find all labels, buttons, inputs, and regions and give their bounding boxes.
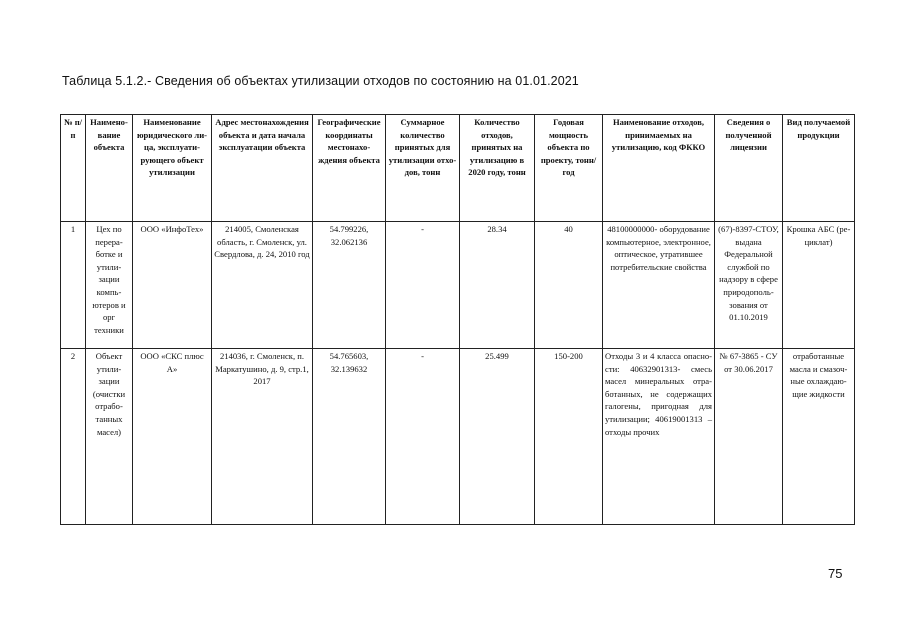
table-row — [61, 222, 855, 349]
header-accepted-2020: Количество отходов, принятых на утилизацию в 2020 году, тонн — [460, 115, 535, 222]
cell-license: № 67-3865 - СУ от 30.06.2017 — [715, 349, 783, 525]
header-total-accepted: Суммарное количество принятых для утилизации отходов, тонн — [386, 115, 460, 222]
page-number: 75 — [828, 566, 843, 581]
cell-total-accepted: - — [386, 349, 460, 525]
header-waste-names: Наименование отходов, принимаемых на утилизацию, код ФККО — [603, 115, 715, 222]
cell-legal-entity: ООО «СКС плюс А» — [133, 349, 212, 525]
header-coordinates: Географические координаты местонахождения объекта — [313, 115, 386, 222]
table-row — [61, 349, 855, 525]
cell-total-accepted: - — [386, 222, 460, 349]
waste-facilities-table — [60, 114, 855, 525]
cell-product: Крошка АБС (рециклат) — [783, 222, 855, 349]
cell-num: 2 — [61, 349, 86, 525]
header-num: № п/п — [61, 115, 86, 222]
cell-address: 214036, г. Смоленск, п. Маркатушино, д. 9, стр.1, 2017 — [212, 349, 313, 525]
table-caption: Таблица 5.1.2.- Сведения об объектах утилизации отходов по состоянию на 01.01.2021 — [62, 74, 579, 88]
header-object-name: Наименование объекта — [86, 115, 133, 222]
cell-waste-names: 48100000000- оборудование компьютерное, электронное, оптическое, утратившее потребительские свойства — [603, 222, 715, 349]
header-capacity: Годовая мощность объекта по проекту, тонн/год — [535, 115, 603, 222]
header-address: Адрес местонахождения объекта и дата начала эксплуатации объекта — [212, 115, 313, 222]
cell-coordinates: 54.765603, 32.139632 — [313, 349, 386, 525]
cell-coordinates: 54.799226, 32.062136 — [313, 222, 386, 349]
cell-capacity: 150-200 — [535, 349, 603, 525]
cell-accepted-2020: 25.499 — [460, 349, 535, 525]
cell-waste-names: Отходы 3 и 4 класса опасности: 40632901313- смесь масел минеральных отработанных, не содержащих галогены, пригодная для утилизации; 40619001313 – отходы прочих — [603, 349, 715, 525]
header-product: Вид получаемой продукции — [783, 115, 855, 222]
cell-num: 1 — [61, 222, 86, 349]
cell-object-name: Цех по переработке и утилизации компьютеров и орг техники — [86, 222, 133, 349]
cell-accepted-2020: 28.34 — [460, 222, 535, 349]
header-legal-entity: Наименование юридического лица, эксплуатирующего объект утилизации — [133, 115, 212, 222]
cell-legal-entity: ООО «ИнфоТех» — [133, 222, 212, 349]
header-license: Сведения о полученной лицензии — [715, 115, 783, 222]
cell-address: 214005, Смоленская область, г. Смоленск, ул. Свердлова, д. 24, 2010 год — [212, 222, 313, 349]
cell-object-name: Объект утилизации (очистки отработанных масел) — [86, 349, 133, 525]
cell-product: отработанные масла и смазочные охлаждающие жидкости — [783, 349, 855, 525]
header-row — [61, 115, 855, 222]
cell-license: (67)-8397-СТОУ, выдана Федеральной службой по надзору в сфере природопользования от 01.10.2019 — [715, 222, 783, 349]
cell-capacity: 40 — [535, 222, 603, 349]
